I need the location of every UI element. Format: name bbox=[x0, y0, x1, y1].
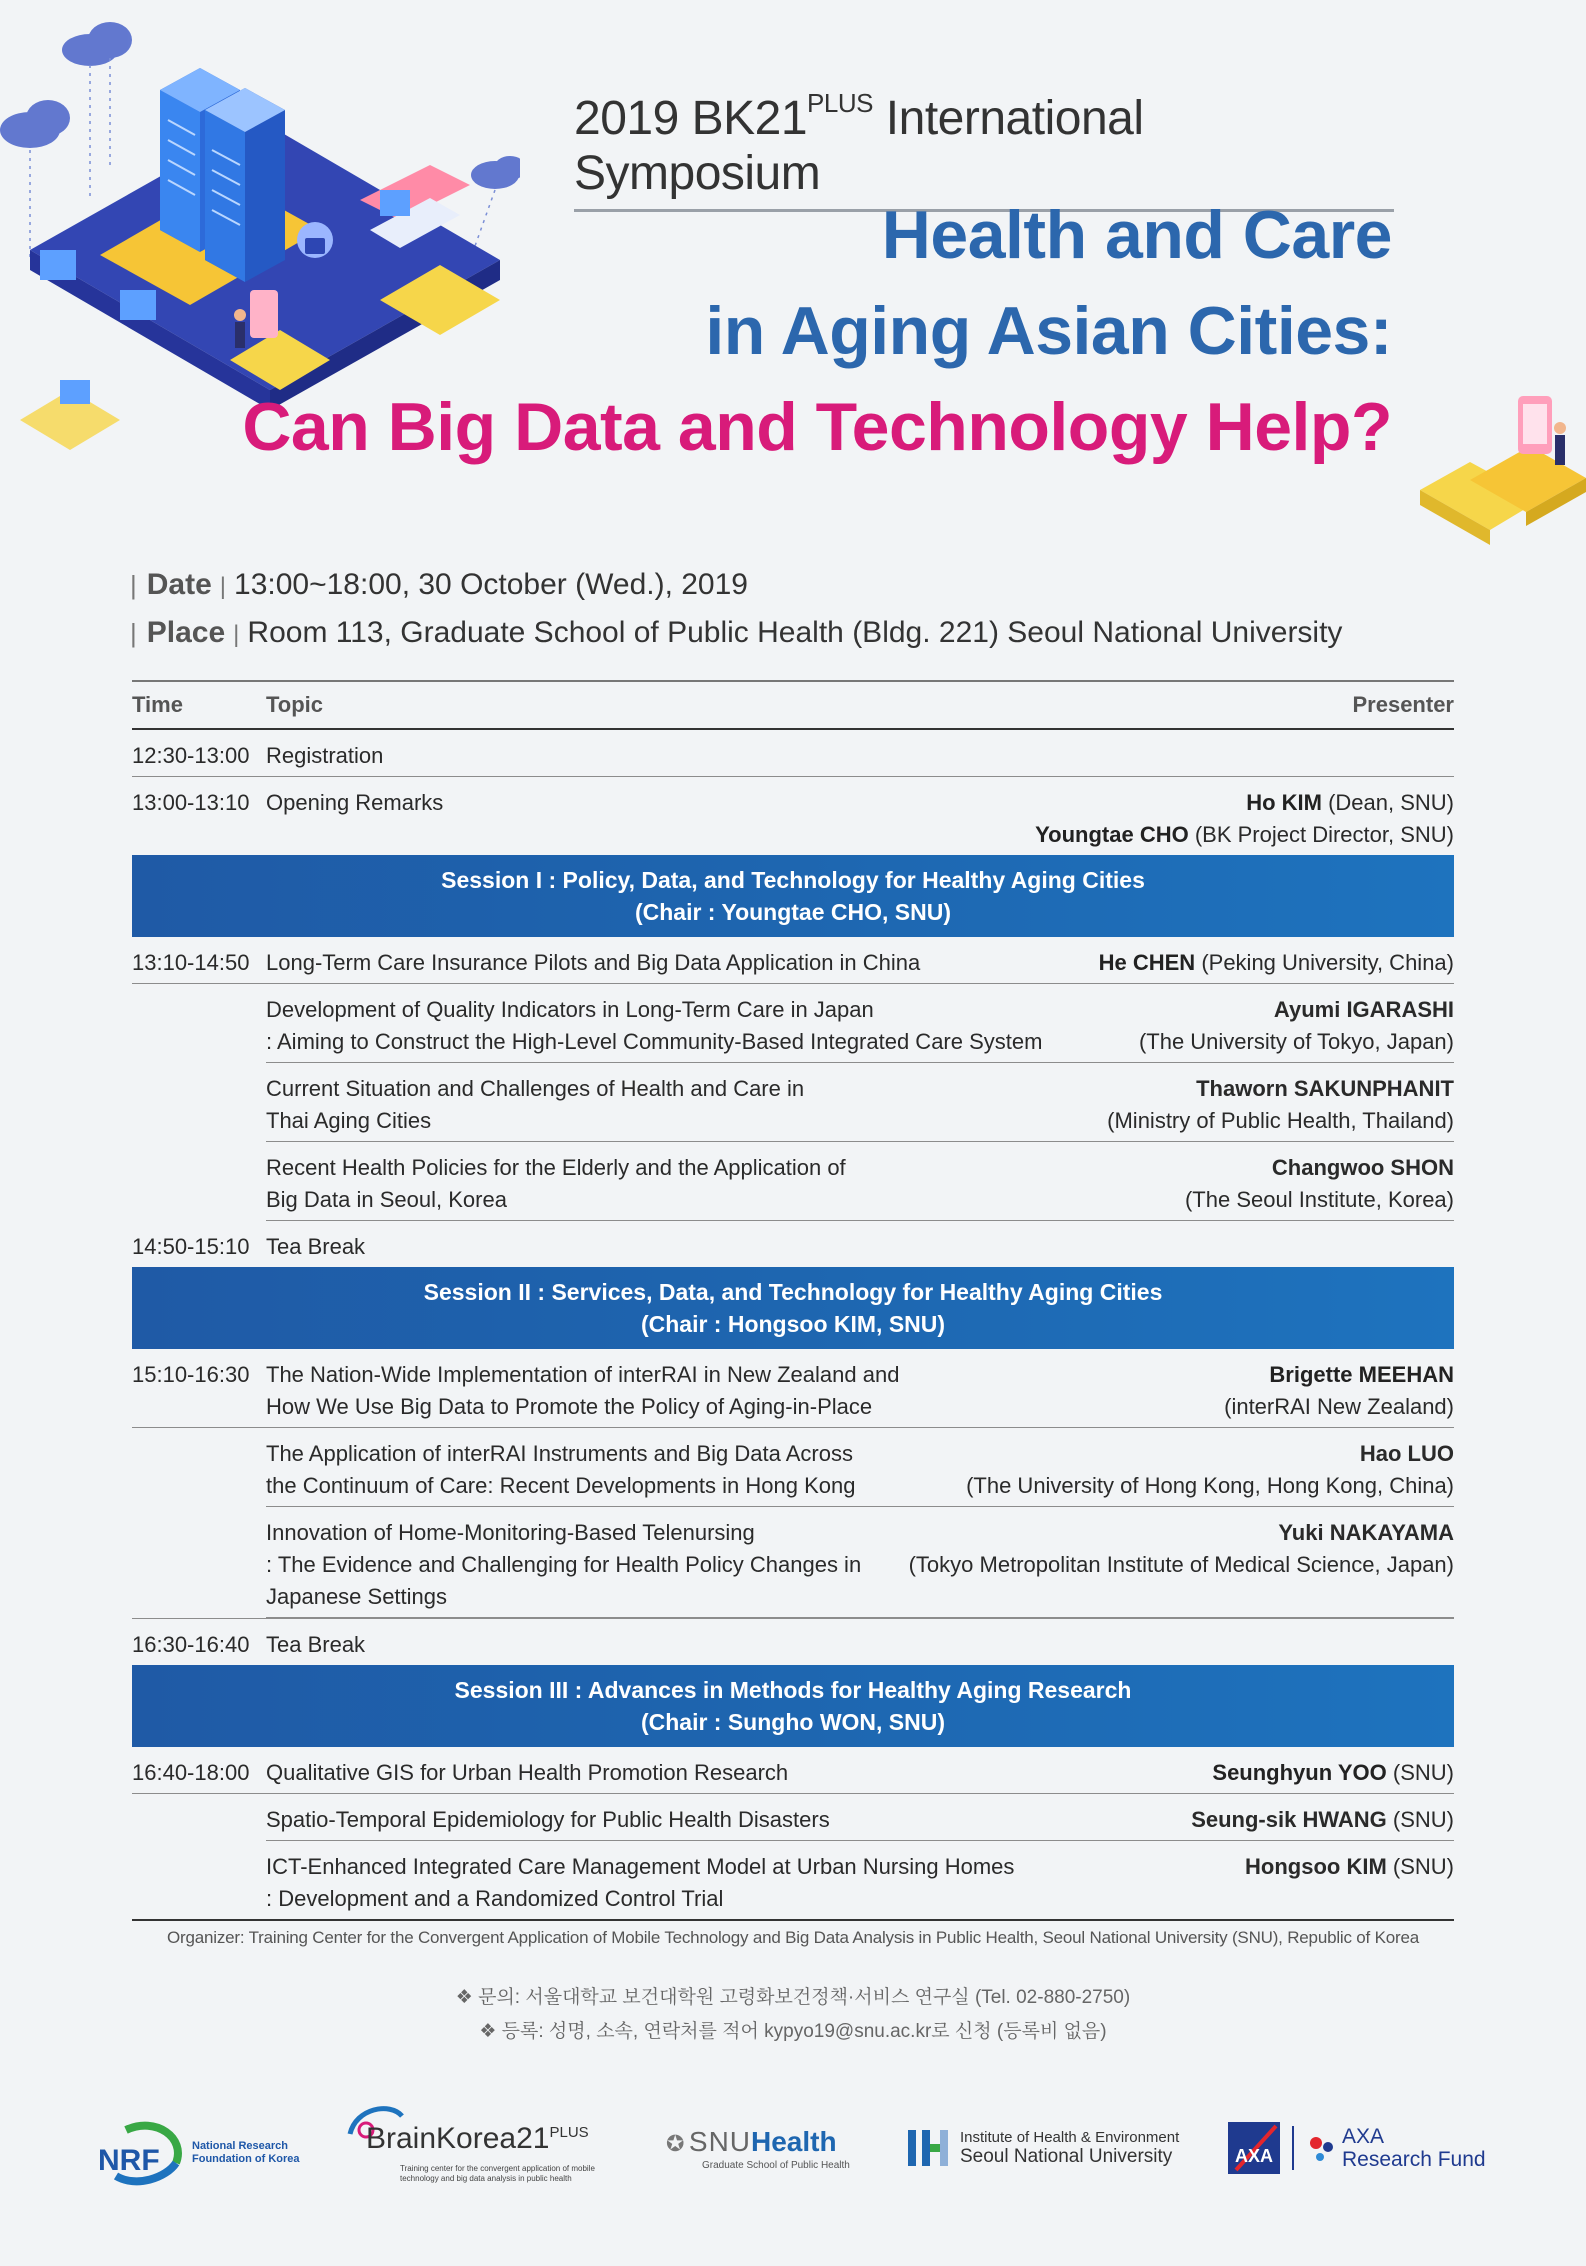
table-row bbox=[132, 937, 1454, 984]
table-row bbox=[132, 1618, 1454, 1665]
presenter-affiliation: (SNU) bbox=[1386, 1854, 1454, 1879]
table-row bbox=[132, 1507, 1454, 1618]
table-row bbox=[132, 1349, 1454, 1428]
topic-line: Recent Health Policies for the Elderly and the Application of bbox=[266, 1155, 846, 1180]
row-topic: Opening Remarks bbox=[266, 790, 444, 815]
session-title: Session I : Policy, Data, and Technology for Healthy Aging Cities bbox=[441, 867, 1145, 893]
session-chair: (Chair : Hongsoo KIM, SNU) bbox=[640, 1311, 946, 1337]
row-topic bbox=[266, 1073, 1107, 1137]
ihe-text-1: Institute of Health & Environment bbox=[960, 2128, 1180, 2146]
ihe-mark-icon bbox=[906, 2126, 954, 2170]
table-row bbox=[132, 777, 1454, 855]
topic-line: : Development and a Randomized Control Trial bbox=[266, 1886, 724, 1911]
place-value: Room 113, Graduate School of Public Health (Bldg. 221) Seoul National University bbox=[247, 616, 1343, 649]
presenter-affiliation: (The University of Hong Kong, Hong Kong, China) bbox=[966, 1473, 1454, 1498]
axa-mark-icon bbox=[1228, 2122, 1280, 2174]
table-row bbox=[132, 1221, 1454, 1267]
presenter-name: Ayumi IGARASHI bbox=[1273, 997, 1454, 1022]
axa-text-2: Research Fund bbox=[1342, 2148, 1486, 2171]
row-time: 12:30-13:00 bbox=[132, 743, 250, 768]
corner-illustration bbox=[1400, 380, 1586, 560]
bullet-bar: | bbox=[130, 570, 137, 600]
topic-line: Innovation of Home-Monitoring-Based Telenursing bbox=[266, 1520, 755, 1545]
date-label: Date bbox=[146, 568, 212, 601]
table-row bbox=[132, 1142, 1454, 1221]
row-topic: Spatio-Temporal Epidemiology for Public Health Disasters bbox=[266, 1807, 830, 1832]
health-text: Health bbox=[751, 2126, 837, 2157]
presenter-name: Yuki NAKAYAMA bbox=[1278, 1520, 1454, 1545]
bullet-bar: | bbox=[130, 618, 137, 648]
header-topic: Topic bbox=[266, 692, 324, 717]
row-topic bbox=[266, 1359, 1224, 1423]
session-chair: (Chair : Sungho WON, SNU) bbox=[640, 1709, 946, 1735]
research-dots-icon bbox=[1306, 2133, 1336, 2163]
row-presenter bbox=[1185, 1152, 1454, 1216]
row-presenter bbox=[1245, 1851, 1454, 1915]
table-row bbox=[132, 984, 1454, 1063]
table-row bbox=[132, 1428, 1454, 1507]
table-row bbox=[132, 1794, 1454, 1841]
symposium-sup: PLUS bbox=[807, 88, 873, 118]
separator: | bbox=[219, 573, 227, 600]
schedule-table bbox=[132, 680, 1454, 1921]
row-topic: Tea Break bbox=[266, 1632, 366, 1657]
snu-sub-text: Graduate School of Public Health bbox=[702, 2160, 850, 2171]
separator: | bbox=[233, 621, 240, 648]
symposium-suffix: International Symposium bbox=[574, 92, 1144, 200]
session-banner bbox=[132, 855, 1454, 937]
presenter-name: Hongsoo KIM bbox=[1245, 1854, 1387, 1879]
axa-mark-text: AXA bbox=[1234, 2146, 1274, 2166]
presenter-name: Seunghyun YOO bbox=[1212, 1760, 1387, 1785]
sponsor-logos bbox=[0, 2100, 1586, 2210]
header-presenter: Presenter bbox=[1352, 692, 1454, 717]
row-presenter bbox=[966, 1438, 1454, 1502]
symposium-prefix: 2019 BK21 bbox=[574, 92, 808, 145]
row-time: 15:10-16:30 bbox=[132, 1362, 250, 1387]
organizer-note: Organizer: Training Center for the Convergent Application of Mobile Technology and Big Data Analysis in Public Health, Seoul National University (SNU), Republic of Korea bbox=[167, 1928, 1419, 1947]
presenter-name: Changwoo SHON bbox=[1271, 1155, 1454, 1180]
row-presenter bbox=[1139, 994, 1454, 1058]
row-topic bbox=[266, 1438, 966, 1502]
row-time: 16:30-16:40 bbox=[132, 1632, 250, 1657]
presenter-affiliation: (interRAI New Zealand) bbox=[1224, 1394, 1454, 1419]
place-label: Place bbox=[146, 616, 226, 649]
symposium-heading bbox=[574, 88, 1394, 212]
row-presenter bbox=[1035, 787, 1454, 851]
presenter-affiliation: (SNU) bbox=[1386, 1760, 1454, 1785]
row-topic bbox=[266, 994, 1139, 1058]
row-topic: Registration bbox=[266, 743, 384, 768]
title-line-3: Can Big Data and Technology Help? bbox=[242, 389, 1392, 465]
date-value: 13:00~18:00, 30 October (Wed.), 2019 bbox=[234, 568, 748, 601]
bk-sub-2: technology and big data analysis in public health bbox=[400, 2174, 572, 2183]
topic-line: Current Situation and Challenges of Health and Care in bbox=[266, 1076, 805, 1101]
bk-sub-1: Training center for the convergent application of mobile bbox=[400, 2164, 595, 2173]
presenter-affiliation: (Tokyo Metropolitan Institute of Medical Science, Japan) bbox=[908, 1552, 1454, 1577]
presenter-name: Thaworn SAKUNPHANIT bbox=[1196, 1076, 1454, 1101]
topic-line: Thai Aging Cities bbox=[266, 1108, 432, 1133]
session-title: Session III : Advances in Methods for Healthy Aging Research bbox=[454, 1677, 1132, 1703]
presenter-affiliation: (The Seoul Institute, Korea) bbox=[1184, 1187, 1454, 1212]
table-row bbox=[132, 1063, 1454, 1142]
session-banner bbox=[132, 1665, 1454, 1747]
row-presenter bbox=[909, 1517, 1454, 1613]
topic-line: Japanese Settings bbox=[266, 1584, 448, 1609]
row-presenter bbox=[1191, 1804, 1454, 1836]
ihe-text-2: Seoul National University bbox=[960, 2145, 1173, 2167]
table-row bbox=[132, 1841, 1454, 1919]
axa-research-fund-logo bbox=[1228, 2122, 1486, 2174]
session-banner bbox=[132, 1267, 1454, 1349]
row-presenter bbox=[1107, 1073, 1454, 1137]
ihe-logo bbox=[906, 2126, 1179, 2170]
place-line bbox=[130, 616, 1342, 650]
presenter-name: Brigette MEEHAN bbox=[1269, 1362, 1454, 1387]
bk-main-text: BrainKorea21 bbox=[366, 2122, 550, 2155]
date-line bbox=[130, 568, 748, 602]
row-time: 13:10-14:50 bbox=[132, 950, 250, 975]
header-time: Time bbox=[132, 692, 183, 717]
topic-line: Big Data in Seoul, Korea bbox=[266, 1187, 507, 1212]
snu-text: SNU bbox=[688, 2126, 752, 2157]
snu-emblem-icon: ✪ bbox=[666, 2131, 685, 2156]
nrf-mark-text: NRF bbox=[98, 2144, 160, 2177]
title-line-1: Health and Care bbox=[881, 197, 1392, 273]
axa-text-1: AXA bbox=[1342, 2125, 1385, 2148]
presenter-name: Ho KIM bbox=[1246, 790, 1322, 815]
table-row bbox=[132, 1747, 1454, 1794]
presenter-name: Seung-sik HWANG bbox=[1191, 1807, 1387, 1832]
registration-note: ❖ 등록: 성명, 소속, 연락처를 적어 kypyo19@snu.ac.kr로 신청 (등록비 없음) bbox=[479, 2021, 1107, 2042]
contact-note: ❖ 문의: 서울대학교 보건대학원 고령화보건정책·서비스 연구실 (Tel. 02-880-2750) bbox=[455, 1987, 1131, 2008]
table-end-rule bbox=[132, 1919, 1454, 1921]
row-time: 14:50-15:10 bbox=[132, 1234, 250, 1259]
nrf-text-2: Foundation of Korea bbox=[192, 2153, 300, 2165]
divider bbox=[1292, 2126, 1294, 2170]
session-title: Session II : Services, Data, and Technology for Healthy Aging Cities bbox=[423, 1279, 1163, 1305]
topic-line: : The Evidence and Challenging for Health Policy Changes in bbox=[266, 1552, 862, 1577]
row-time: 13:00-13:10 bbox=[132, 790, 250, 815]
presenter-name: He CHEN bbox=[1098, 950, 1196, 975]
nrf-mark-icon bbox=[96, 2118, 188, 2188]
row-topic: Long-Term Care Insurance Pilots and Big Data Application in China bbox=[266, 950, 921, 975]
topic-line: : Aiming to Construct the High-Level Community-Based Integrated Care System bbox=[266, 1029, 1043, 1054]
table-row bbox=[132, 730, 1454, 777]
table-header bbox=[132, 680, 1454, 730]
nrf-logo bbox=[96, 2118, 300, 2188]
row-presenter bbox=[1099, 947, 1454, 979]
presenter-affiliation: (The University of Tokyo, Japan) bbox=[1138, 1029, 1454, 1054]
nrf-text-1: National Research bbox=[192, 2140, 288, 2152]
topic-line: The Application of interRAI Instruments and Big Data Across bbox=[266, 1441, 853, 1466]
row-topic: Tea Break bbox=[266, 1234, 366, 1259]
topic-line: The Nation-Wide Implementation of interRAI in New Zealand and bbox=[266, 1362, 900, 1387]
row-time: 16:40-18:00 bbox=[132, 1760, 250, 1785]
session-chair: (Chair : Youngtae CHO, SNU) bbox=[634, 899, 952, 925]
presenter-name: Youngtae CHO bbox=[1035, 822, 1189, 847]
presenter-name: Hao LUO bbox=[1359, 1441, 1454, 1466]
topic-line: ICT-Enhanced Integrated Care Management Model at Urban Nursing Homes bbox=[266, 1854, 1015, 1879]
row-presenter bbox=[1212, 1757, 1454, 1789]
title-line-2: in Aging Asian Cities: bbox=[705, 293, 1392, 369]
presenter-affiliation: (Dean, SNU) bbox=[1321, 790, 1454, 815]
row-topic bbox=[266, 1517, 909, 1613]
snu-health-logo bbox=[666, 2126, 866, 2171]
presenter-affiliation: (BK Project Director, SNU) bbox=[1188, 822, 1454, 847]
presenter-affiliation: (Ministry of Public Health, Thailand) bbox=[1107, 1108, 1454, 1133]
bk-plus-text: PLUS bbox=[549, 2124, 589, 2141]
presenter-affiliation: (Peking University, China) bbox=[1195, 950, 1454, 975]
row-topic bbox=[266, 1152, 1185, 1216]
topic-line: Development of Quality Indicators in Long-Term Care in Japan bbox=[266, 997, 874, 1022]
row-presenter bbox=[1224, 1359, 1454, 1423]
presenter-affiliation: (SNU) bbox=[1386, 1807, 1454, 1832]
row-topic bbox=[266, 1851, 1245, 1915]
topic-line: the Continuum of Care: Recent Developments in Hong Kong bbox=[266, 1473, 856, 1498]
topic-line: How We Use Big Data to Promote the Policy of Aging-in-Place bbox=[266, 1394, 873, 1419]
row-topic: Qualitative GIS for Urban Health Promotion Research bbox=[266, 1760, 789, 1785]
